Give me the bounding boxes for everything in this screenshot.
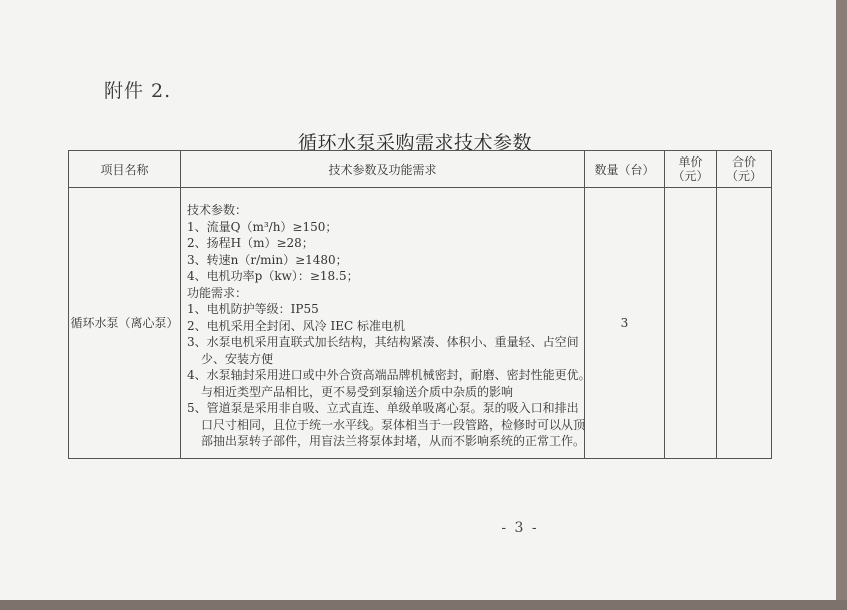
param-line: 1、电机防护等级：IP55 [187,302,319,316]
cell-item-name: 循环水泵（离心泵） [69,188,181,459]
param-line: 1、流量Q（m³/h）≥150； [187,219,338,234]
scan-edge-right [836,0,847,610]
param-line: 与相近类型产品相比，更不易受到泵输送介质中杂质的影响 [201,384,514,399]
param-line: 少、安装方便 [201,351,274,366]
param-line: 5、管道泵是采用非自吸、立式直连、单级单吸离心泵。泵的吸入口和排出 [187,401,579,415]
header-quantity: 数量（台） [585,151,665,188]
page-number: - 3 - [501,520,539,536]
header-unit-price [665,151,717,188]
cell-params [181,188,591,459]
param-line: 部抽出泵转子部件，用盲法兰将泵体封堵，从而不影响系统的正常工作。 [201,434,586,448]
param-line: 技术参数： [187,203,248,217]
header-unit-price-line2: （元） [672,169,709,183]
table-header-row [69,151,772,188]
param-line: 4、电机功率p（kw）：≥18.5； [187,269,359,283]
param-line: 3、水泵电机采用直联式加长结构，其结构紧凑、体积小、重量轻、占空间 [187,335,579,349]
document-title: 循环水泵采购需求技术参数 [297,132,532,154]
param-line: 2、扬程H（m）≥28； [187,236,314,250]
cell-quantity: 3 [585,188,665,459]
header-total-price [717,151,772,188]
header-unit-price-line1: 单价 [678,155,703,169]
spec-table [68,150,772,459]
param-line: 3、转速n（r/min）≥1480； [187,252,348,267]
cell-unit-price [665,188,717,459]
param-line: 功能需求： [187,285,248,300]
param-line: 4、水泵轴封采用进口或中外合资高端品牌机械密封，耐磨、密封性能更优。 [187,368,591,382]
table-row [69,188,772,459]
cell-total-price [717,188,772,459]
annex-label: 附件 2. [104,80,172,102]
scan-edge-bottom [0,600,847,610]
header-total-price-line2: （元） [725,169,762,183]
header-item-name: 项目名称 [69,151,181,188]
param-line: 口尺寸相同，且位于统一水平线。泵体相当于一段管路，检修时可以从顶 [201,417,586,432]
header-params: 技术参数及功能需求 [181,151,585,188]
header-total-price-line1: 合价 [731,155,756,169]
param-line: 2、电机采用全封闭、风冷 IEC 标准电机 [187,318,405,333]
